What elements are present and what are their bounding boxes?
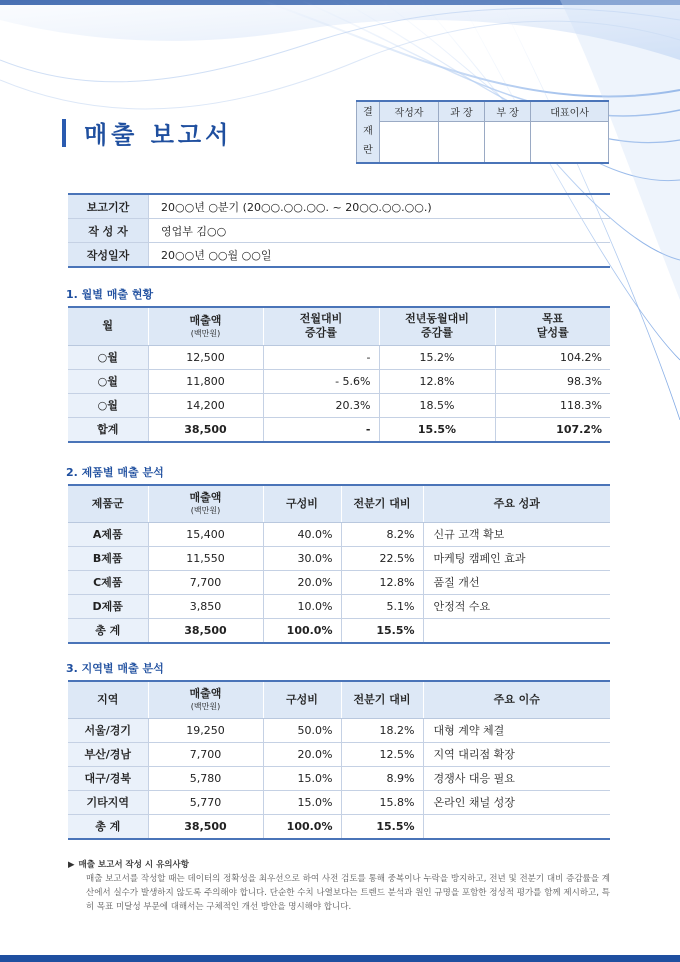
info-label: 작 성 자 — [68, 219, 149, 243]
table-cell: 15.0% — [263, 790, 341, 814]
col-header: 구성비 — [263, 485, 341, 522]
col-header: 전분기 대비 — [341, 485, 423, 522]
bottom-accent-bar — [0, 955, 680, 962]
table-cell: 부산/경남 — [68, 742, 148, 766]
col-header: 전분기 대비 — [341, 681, 423, 718]
table-cell: 11,800 — [148, 369, 263, 393]
table-cell: 100.0% — [263, 814, 341, 839]
notes-body: 매출 보고서를 작성할 때는 데이터의 정확성을 최우선으로 하여 사전 검토를 통해 중복이나 누락을 방지하고, 전년 및 전분기 대비 증감률을 계산에서 실수가 발생하지 않도록 주의해야 합니다. 단순한 수치 나열보다는 트렌드 분석과 원인 규명을 포함한 정성적 평가를 함께 제시하고, 특히 목표 미달성 부문에 대해서는 구체적인 개선 방안을 명시해야 합니다. — [86, 874, 610, 912]
table-cell: ○월 — [68, 369, 148, 393]
table-cell: 11,550 — [148, 546, 263, 570]
col-header: 목표 달성률 — [495, 307, 610, 345]
table-cell: B제품 — [68, 546, 148, 570]
table-cell: 15.5% — [341, 618, 423, 643]
report-info-table — [68, 193, 610, 268]
report-title-block — [62, 115, 232, 150]
table-cell: 20.0% — [263, 742, 341, 766]
table-cell: 지역 대리점 확장 — [423, 742, 610, 766]
table-cell: 38,500 — [148, 618, 263, 643]
section-title-monthly: 1. 월별 매출 현황 — [66, 288, 154, 301]
approval-table — [356, 100, 609, 164]
table-row — [68, 718, 610, 742]
section-title-region: 3. 지역별 매출 분석 — [66, 662, 164, 675]
table-cell: 12,500 — [148, 345, 263, 369]
table-cell: 15,400 — [148, 522, 263, 546]
table-cell: A제품 — [68, 522, 148, 546]
approval-label — [357, 101, 380, 163]
table-row — [68, 522, 610, 546]
signature-box-section-chief[interactable] — [438, 121, 484, 163]
table-cell: 20.3% — [263, 393, 379, 417]
approval-label-char: 결 — [363, 107, 373, 119]
info-value-author: 영업부 김○○ — [149, 219, 611, 243]
table-cell: 10.0% — [263, 594, 341, 618]
table-cell: 대형 계약 체결 — [423, 718, 610, 742]
table-cell: 5.1% — [341, 594, 423, 618]
table-cell: 12.8% — [379, 369, 495, 393]
col-header: 주요 이슈 — [423, 681, 610, 718]
region-sales-table — [68, 680, 610, 840]
table-cell: 100.0% — [263, 618, 341, 643]
table-row — [68, 393, 610, 417]
table-cell: - — [263, 417, 379, 442]
table-cell: 5,770 — [148, 790, 263, 814]
table-cell: 14,200 — [148, 393, 263, 417]
table-cell: 품질 개선 — [423, 570, 610, 594]
table-total-row — [68, 618, 610, 643]
table-cell: - — [263, 345, 379, 369]
table-cell: 98.3% — [495, 369, 610, 393]
notes-title — [68, 858, 610, 872]
table-row — [68, 546, 610, 570]
approval-role-writer: 작성자 — [380, 101, 439, 121]
writing-notes — [68, 858, 610, 914]
table-cell: 30.0% — [263, 546, 341, 570]
table-row — [68, 742, 610, 766]
info-label: 보고기간 — [68, 194, 149, 219]
table-cell: C제품 — [68, 570, 148, 594]
table-total-row — [68, 417, 610, 442]
info-label: 작성일자 — [68, 243, 149, 268]
monthly-sales-table — [68, 306, 610, 443]
table-cell: 총 계 — [68, 814, 148, 839]
table-cell: 8.9% — [341, 766, 423, 790]
table-cell: 18.2% — [341, 718, 423, 742]
col-header: 주요 성과 — [423, 485, 610, 522]
table-cell: 107.2% — [556, 422, 602, 436]
table-cell: 38,500 — [148, 417, 263, 442]
table-cell: 50.0% — [263, 718, 341, 742]
table-cell: 15.2% — [379, 345, 495, 369]
col-header: 제품군 — [68, 485, 148, 522]
table-row — [68, 790, 610, 814]
signature-box-ceo[interactable] — [531, 121, 609, 163]
col-header: 구성비 — [263, 681, 341, 718]
table-cell: 104.2% — [495, 345, 610, 369]
table-cell: 기타지역 — [68, 790, 148, 814]
triangle-bullet-icon: ▶ — [68, 860, 75, 870]
col-header: 월 — [68, 307, 148, 345]
table-cell: 대구/경북 — [68, 766, 148, 790]
table-cell: 7,700 — [148, 570, 263, 594]
col-header: 전월대비 증감률 — [263, 307, 379, 345]
table-cell: - 5.6% — [263, 369, 379, 393]
table-cell — [423, 618, 610, 643]
table-cell: 12.8% — [341, 570, 423, 594]
table-row — [68, 766, 610, 790]
table-row — [68, 594, 610, 618]
table-cell: 15.8% — [341, 790, 423, 814]
table-cell: 15.0% — [263, 766, 341, 790]
table-cell: 온라인 채널 성장 — [423, 790, 610, 814]
table-row — [68, 345, 610, 369]
table-cell: D제품 — [68, 594, 148, 618]
table-cell: 안정적 수요 — [423, 594, 610, 618]
table-cell: 경쟁사 대응 필요 — [423, 766, 610, 790]
table-cell: 38,500 — [148, 814, 263, 839]
section-title-product: 2. 제품별 매출 분석 — [66, 466, 164, 479]
signature-box-writer[interactable] — [380, 121, 439, 163]
table-cell: 총 계 — [68, 618, 148, 643]
approval-label-char: 재 — [363, 126, 373, 138]
table-cell: 서울/경기 — [68, 718, 148, 742]
col-header: 매출액 (백만원) — [148, 307, 263, 345]
table-cell: 118.3% — [495, 393, 610, 417]
title-accent-bar — [62, 119, 66, 147]
table-cell: 5,780 — [148, 766, 263, 790]
table-cell: 22.5% — [341, 546, 423, 570]
table-cell: 18.5% — [379, 393, 495, 417]
table-row — [68, 570, 610, 594]
col-header: 전년동월대비 증감률 — [379, 307, 495, 345]
table-cell: 15.5% — [379, 417, 495, 442]
approval-role-ceo: 대표이사 — [531, 101, 609, 121]
table-cell: 마케팅 캠페인 효과 — [423, 546, 610, 570]
table-cell: 40.0% — [263, 522, 341, 546]
table-cell: 8.2% — [341, 522, 423, 546]
table-cell: 19,250 — [148, 718, 263, 742]
table-cell: ○월 — [68, 393, 148, 417]
col-header: 매출액 (백만원) — [148, 485, 263, 522]
col-header: 매출액 (백만원) — [148, 681, 263, 718]
signature-box-dept-head[interactable] — [485, 121, 531, 163]
table-cell: 합계 — [68, 417, 148, 442]
product-sales-table — [68, 484, 610, 644]
col-header: 지역 — [68, 681, 148, 718]
table-cell: 15.5% — [341, 814, 423, 839]
table-cell: 7,700 — [148, 742, 263, 766]
table-total-row — [68, 814, 610, 839]
table-cell: 12.5% — [341, 742, 423, 766]
approval-role-section-chief: 과 장 — [438, 101, 484, 121]
approval-label-char: 란 — [363, 145, 373, 157]
notes-title-text: 매출 보고서 작성 시 유의사항 — [78, 860, 189, 870]
info-value-date: 20○○년 ○○월 ○○일 — [149, 243, 611, 268]
table-row — [68, 369, 610, 393]
info-value-period: 20○○년 ○분기 (20○○.○○.○○. ~ 20○○.○○.○○.) — [149, 194, 611, 219]
approval-role-dept-head: 부 장 — [485, 101, 531, 121]
page-title: 매출 보고서 — [84, 121, 233, 149]
table-cell: 20.0% — [263, 570, 341, 594]
table-cell: ○월 — [68, 345, 148, 369]
table-cell: 신규 고객 확보 — [423, 522, 610, 546]
table-cell: 3,850 — [148, 594, 263, 618]
table-cell — [423, 814, 610, 839]
